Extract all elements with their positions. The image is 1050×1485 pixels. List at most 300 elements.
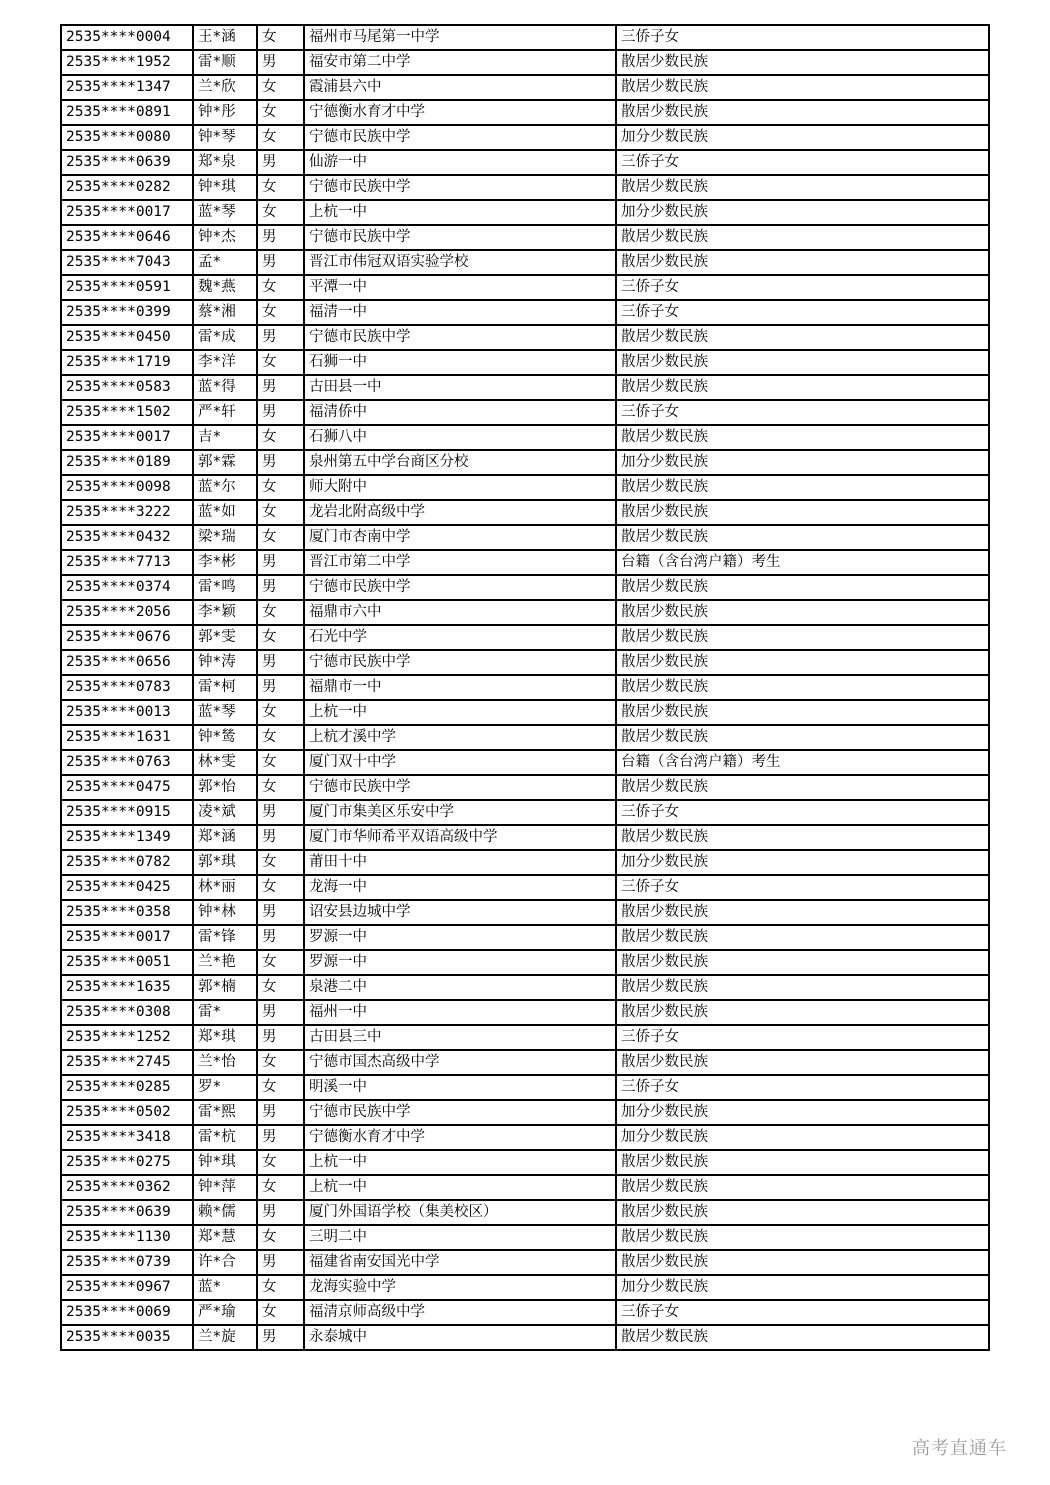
exam-id-cell: 2535****0051 — [61, 950, 193, 975]
name-cell: 魏*燕 — [193, 275, 257, 300]
exam-id-cell: 2535****0098 — [61, 475, 193, 500]
name-cell: 许*合 — [193, 1250, 257, 1275]
table-row — [61, 1275, 989, 1300]
category-cell: 加分少数民族 — [616, 1275, 989, 1300]
exam-id-cell: 2535****0017 — [61, 425, 193, 450]
gender-cell: 男 — [257, 575, 304, 600]
table-row — [61, 200, 989, 225]
exam-id-cell: 2535****0004 — [61, 25, 193, 50]
school-cell: 石狮一中 — [304, 350, 616, 375]
name-cell: 凌*斌 — [193, 800, 257, 825]
name-cell: 郭*雯 — [193, 625, 257, 650]
category-cell: 三侨子女 — [616, 275, 989, 300]
category-cell: 散居少数民族 — [616, 1050, 989, 1075]
gender-cell: 女 — [257, 950, 304, 975]
school-cell: 三明二中 — [304, 1225, 616, 1250]
name-cell: 兰*怡 — [193, 1050, 257, 1075]
table-row — [61, 1325, 989, 1350]
table-row — [61, 125, 989, 150]
name-cell: 雷* — [193, 1000, 257, 1025]
table-row — [61, 350, 989, 375]
category-cell: 散居少数民族 — [616, 1150, 989, 1175]
table-row — [61, 525, 989, 550]
name-cell: 钟*彤 — [193, 100, 257, 125]
school-cell: 宁德市民族中学 — [304, 175, 616, 200]
gender-cell: 男 — [257, 1000, 304, 1025]
exam-id-cell: 2535****0782 — [61, 850, 193, 875]
table-row — [61, 250, 989, 275]
exam-id-cell: 2535****1502 — [61, 400, 193, 425]
category-cell: 散居少数民族 — [616, 825, 989, 850]
exam-id-cell: 2535****0017 — [61, 925, 193, 950]
category-cell: 散居少数民族 — [616, 325, 989, 350]
school-cell: 仙游一中 — [304, 150, 616, 175]
table-row — [61, 1125, 989, 1150]
exam-id-cell: 2535****0374 — [61, 575, 193, 600]
category-cell: 散居少数民族 — [616, 100, 989, 125]
watermark: 高考直通车 — [912, 1438, 1007, 1459]
school-cell: 宁德市民族中学 — [304, 125, 616, 150]
gender-cell: 男 — [257, 325, 304, 350]
name-cell: 蓝*如 — [193, 500, 257, 525]
category-cell: 台籍（含台湾户籍）考生 — [616, 750, 989, 775]
exam-id-cell: 2535****0013 — [61, 700, 193, 725]
school-cell: 霞浦县六中 — [304, 75, 616, 100]
gender-cell: 男 — [257, 50, 304, 75]
table-row — [61, 1025, 989, 1050]
category-cell: 散居少数民族 — [616, 975, 989, 1000]
school-cell: 诏安县边城中学 — [304, 900, 616, 925]
gender-cell: 男 — [257, 650, 304, 675]
category-cell: 散居少数民族 — [616, 500, 989, 525]
category-cell: 三侨子女 — [616, 800, 989, 825]
gender-cell: 男 — [257, 825, 304, 850]
name-cell: 严*轩 — [193, 400, 257, 425]
name-cell: 蓝*琴 — [193, 700, 257, 725]
category-cell: 三侨子女 — [616, 400, 989, 425]
category-cell: 散居少数民族 — [616, 775, 989, 800]
category-cell: 加分少数民族 — [616, 850, 989, 875]
category-cell: 散居少数民族 — [616, 1175, 989, 1200]
table-row — [61, 875, 989, 900]
gender-cell: 女 — [257, 1150, 304, 1175]
school-cell: 厦门市杏南中学 — [304, 525, 616, 550]
name-cell: 雷*锋 — [193, 925, 257, 950]
table-row — [61, 375, 989, 400]
name-cell: 王*涵 — [193, 25, 257, 50]
table-row — [61, 1100, 989, 1125]
table-row — [61, 1250, 989, 1275]
gender-cell: 男 — [257, 1250, 304, 1275]
school-cell: 宁德市民族中学 — [304, 225, 616, 250]
name-cell: 蓝*得 — [193, 375, 257, 400]
name-cell: 郭*琪 — [193, 850, 257, 875]
gender-cell: 女 — [257, 275, 304, 300]
category-cell: 散居少数民族 — [616, 375, 989, 400]
table-row — [61, 50, 989, 75]
gender-cell: 女 — [257, 1050, 304, 1075]
exam-id-cell: 2535****0763 — [61, 750, 193, 775]
gender-cell: 男 — [257, 550, 304, 575]
category-cell: 散居少数民族 — [616, 225, 989, 250]
name-cell: 罗* — [193, 1075, 257, 1100]
gender-cell: 女 — [257, 425, 304, 450]
category-cell: 散居少数民族 — [616, 250, 989, 275]
gender-cell: 女 — [257, 625, 304, 650]
exam-id-cell: 2535****0432 — [61, 525, 193, 550]
category-cell: 散居少数民族 — [616, 1225, 989, 1250]
exam-id-cell: 2535****7043 — [61, 250, 193, 275]
exam-id-cell: 2535****1631 — [61, 725, 193, 750]
school-cell: 龙海实验中学 — [304, 1275, 616, 1300]
table-row — [61, 975, 989, 1000]
table-row — [61, 700, 989, 725]
category-cell: 加分少数民族 — [616, 1125, 989, 1150]
table-row — [61, 275, 989, 300]
table-row — [61, 925, 989, 950]
gender-cell: 男 — [257, 1025, 304, 1050]
school-cell: 上杭一中 — [304, 1175, 616, 1200]
school-cell: 宁德市民族中学 — [304, 1100, 616, 1125]
name-cell: 钟*琴 — [193, 125, 257, 150]
exam-id-cell: 2535****0017 — [61, 200, 193, 225]
category-cell: 散居少数民族 — [616, 475, 989, 500]
category-cell: 三侨子女 — [616, 1300, 989, 1325]
name-cell: 蔡*湘 — [193, 300, 257, 325]
name-cell: 兰*艳 — [193, 950, 257, 975]
table-row — [61, 775, 989, 800]
exam-id-cell: 2535****1719 — [61, 350, 193, 375]
gender-cell: 女 — [257, 350, 304, 375]
gender-cell: 女 — [257, 1275, 304, 1300]
category-cell: 散居少数民族 — [616, 950, 989, 975]
name-cell: 钟*杰 — [193, 225, 257, 250]
category-cell: 散居少数民族 — [616, 50, 989, 75]
category-cell: 散居少数民族 — [616, 900, 989, 925]
table-row — [61, 1075, 989, 1100]
category-cell: 散居少数民族 — [616, 575, 989, 600]
name-cell: 蓝* — [193, 1275, 257, 1300]
school-cell: 上杭一中 — [304, 700, 616, 725]
table-row — [61, 175, 989, 200]
school-cell: 晋江市伟冠双语实验学校 — [304, 250, 616, 275]
school-cell: 宁德衡水育才中学 — [304, 100, 616, 125]
exam-id-cell: 2535****0583 — [61, 375, 193, 400]
school-cell: 厦门外国语学校（集美校区） — [304, 1200, 616, 1225]
exam-id-cell: 2535****1347 — [61, 75, 193, 100]
gender-cell: 女 — [257, 100, 304, 125]
gender-cell: 男 — [257, 250, 304, 275]
category-cell: 台籍（含台湾户籍）考生 — [616, 550, 989, 575]
category-cell: 加分少数民族 — [616, 200, 989, 225]
exam-id-cell: 2535****0275 — [61, 1150, 193, 1175]
gender-cell: 男 — [257, 400, 304, 425]
table-row — [61, 1000, 989, 1025]
gender-cell: 女 — [257, 1225, 304, 1250]
name-cell: 林*雯 — [193, 750, 257, 775]
gender-cell: 女 — [257, 475, 304, 500]
exam-id-cell: 2535****0502 — [61, 1100, 193, 1125]
name-cell: 赖*儒 — [193, 1200, 257, 1225]
gender-cell: 女 — [257, 750, 304, 775]
exam-id-cell: 2535****0475 — [61, 775, 193, 800]
school-cell: 石光中学 — [304, 625, 616, 650]
gender-cell: 男 — [257, 900, 304, 925]
gender-cell: 女 — [257, 600, 304, 625]
school-cell: 宁德衡水育才中学 — [304, 1125, 616, 1150]
name-cell: 郑*泉 — [193, 150, 257, 175]
gender-cell: 男 — [257, 1200, 304, 1225]
table-row — [61, 750, 989, 775]
school-cell: 福安市第二中学 — [304, 50, 616, 75]
category-cell: 散居少数民族 — [616, 625, 989, 650]
name-cell: 雷*顺 — [193, 50, 257, 75]
school-cell: 上杭一中 — [304, 200, 616, 225]
exam-id-cell: 2535****0282 — [61, 175, 193, 200]
category-cell: 三侨子女 — [616, 25, 989, 50]
gender-cell: 男 — [257, 450, 304, 475]
category-cell: 散居少数民族 — [616, 1000, 989, 1025]
table-row — [61, 500, 989, 525]
category-cell: 散居少数民族 — [616, 525, 989, 550]
category-cell: 三侨子女 — [616, 875, 989, 900]
gender-cell: 男 — [257, 675, 304, 700]
table-row — [61, 1200, 989, 1225]
category-cell: 散居少数民族 — [616, 425, 989, 450]
category-cell: 散居少数民族 — [616, 1200, 989, 1225]
gender-cell: 女 — [257, 875, 304, 900]
gender-cell: 女 — [257, 1300, 304, 1325]
exam-id-cell: 2535****0450 — [61, 325, 193, 350]
name-cell: 蓝*尔 — [193, 475, 257, 500]
gender-cell: 女 — [257, 1075, 304, 1100]
category-cell: 加分少数民族 — [616, 125, 989, 150]
name-cell: 雷*熙 — [193, 1100, 257, 1125]
name-cell: 钟*琪 — [193, 1150, 257, 1175]
name-cell: 雷*柯 — [193, 675, 257, 700]
exam-id-cell: 2535****0915 — [61, 800, 193, 825]
school-cell: 泉州第五中学台商区分校 — [304, 450, 616, 475]
school-cell: 古田县三中 — [304, 1025, 616, 1050]
name-cell: 吉* — [193, 425, 257, 450]
exam-id-cell: 2535****0285 — [61, 1075, 193, 1100]
name-cell: 郭*怡 — [193, 775, 257, 800]
school-cell: 平潭一中 — [304, 275, 616, 300]
school-cell: 晋江市第二中学 — [304, 550, 616, 575]
table-row — [61, 1300, 989, 1325]
category-cell: 散居少数民族 — [616, 1325, 989, 1350]
school-cell: 龙岩北附高级中学 — [304, 500, 616, 525]
table-row — [61, 325, 989, 350]
name-cell: 钟*萍 — [193, 1175, 257, 1200]
school-cell: 宁德市民族中学 — [304, 575, 616, 600]
school-cell: 上杭一中 — [304, 1150, 616, 1175]
category-cell: 加分少数民族 — [616, 1100, 989, 1125]
category-cell: 散居少数民族 — [616, 175, 989, 200]
name-cell: 林*丽 — [193, 875, 257, 900]
name-cell: 郭*霖 — [193, 450, 257, 475]
gender-cell: 女 — [257, 300, 304, 325]
table-row — [61, 675, 989, 700]
gender-cell: 女 — [257, 700, 304, 725]
exam-id-cell: 2535****1130 — [61, 1225, 193, 1250]
table-row — [61, 800, 989, 825]
student-list-table — [60, 24, 990, 1351]
name-cell: 钟*鸶 — [193, 725, 257, 750]
school-cell: 宁德市国杰高级中学 — [304, 1050, 616, 1075]
exam-id-cell: 2535****0080 — [61, 125, 193, 150]
table-row — [61, 400, 989, 425]
exam-id-cell: 2535****0676 — [61, 625, 193, 650]
gender-cell: 女 — [257, 500, 304, 525]
school-cell: 永泰城中 — [304, 1325, 616, 1350]
gender-cell: 女 — [257, 975, 304, 1000]
exam-id-cell: 2535****3418 — [61, 1125, 193, 1150]
school-cell: 福州一中 — [304, 1000, 616, 1025]
category-cell: 三侨子女 — [616, 300, 989, 325]
school-cell: 福清一中 — [304, 300, 616, 325]
name-cell: 李*颖 — [193, 600, 257, 625]
table-row — [61, 450, 989, 475]
gender-cell: 女 — [257, 125, 304, 150]
gender-cell: 女 — [257, 1175, 304, 1200]
category-cell: 三侨子女 — [616, 150, 989, 175]
name-cell: 严*瑜 — [193, 1300, 257, 1325]
exam-id-cell: 2535****1252 — [61, 1025, 193, 1050]
name-cell: 雷*成 — [193, 325, 257, 350]
category-cell: 散居少数民族 — [616, 675, 989, 700]
table-row — [61, 25, 989, 50]
exam-id-cell: 2535****0646 — [61, 225, 193, 250]
table-row — [61, 475, 989, 500]
gender-cell: 女 — [257, 525, 304, 550]
category-cell: 散居少数民族 — [616, 1250, 989, 1275]
school-cell: 厦门双十中学 — [304, 750, 616, 775]
gender-cell: 女 — [257, 175, 304, 200]
school-cell: 福建省南安国光中学 — [304, 1250, 616, 1275]
table-row — [61, 425, 989, 450]
name-cell: 钟*琪 — [193, 175, 257, 200]
gender-cell: 女 — [257, 775, 304, 800]
gender-cell: 女 — [257, 725, 304, 750]
table-row — [61, 950, 989, 975]
exam-id-cell: 2535****0783 — [61, 675, 193, 700]
school-cell: 石狮八中 — [304, 425, 616, 450]
exam-id-cell: 2535****0189 — [61, 450, 193, 475]
name-cell: 雷*杭 — [193, 1125, 257, 1150]
exam-id-cell: 2535****0967 — [61, 1275, 193, 1300]
school-cell: 福清京师高级中学 — [304, 1300, 616, 1325]
name-cell: 梁*瑞 — [193, 525, 257, 550]
gender-cell: 女 — [257, 75, 304, 100]
name-cell: 郑*慧 — [193, 1225, 257, 1250]
school-cell: 宁德市民族中学 — [304, 325, 616, 350]
gender-cell: 男 — [257, 375, 304, 400]
school-cell: 师大附中 — [304, 475, 616, 500]
school-cell: 福州市马尾第一中学 — [304, 25, 616, 50]
category-cell: 散居少数民族 — [616, 650, 989, 675]
school-cell: 龙海一中 — [304, 875, 616, 900]
category-cell: 散居少数民族 — [616, 350, 989, 375]
exam-id-cell: 2535****1635 — [61, 975, 193, 1000]
gender-cell: 男 — [257, 225, 304, 250]
exam-id-cell: 2535****1349 — [61, 825, 193, 850]
name-cell: 钟*林 — [193, 900, 257, 925]
table-row — [61, 650, 989, 675]
gender-cell: 女 — [257, 25, 304, 50]
name-cell: 蓝*琴 — [193, 200, 257, 225]
table-row — [61, 100, 989, 125]
exam-id-cell: 2535****0362 — [61, 1175, 193, 1200]
table-row — [61, 300, 989, 325]
table-row — [61, 625, 989, 650]
table-row — [61, 850, 989, 875]
school-cell: 莆田十中 — [304, 850, 616, 875]
table-row — [61, 725, 989, 750]
gender-cell: 男 — [257, 925, 304, 950]
school-cell: 福鼎市一中 — [304, 675, 616, 700]
gender-cell: 女 — [257, 200, 304, 225]
table-row — [61, 1050, 989, 1075]
gender-cell: 男 — [257, 1325, 304, 1350]
name-cell: 钟*涛 — [193, 650, 257, 675]
table-row — [61, 1225, 989, 1250]
name-cell: 郑*涵 — [193, 825, 257, 850]
name-cell: 兰*欣 — [193, 75, 257, 100]
exam-id-cell: 2535****0639 — [61, 150, 193, 175]
exam-id-cell: 2535****0035 — [61, 1325, 193, 1350]
school-cell: 宁德市民族中学 — [304, 650, 616, 675]
exam-id-cell: 2535****0656 — [61, 650, 193, 675]
table-row — [61, 825, 989, 850]
category-cell: 三侨子女 — [616, 1025, 989, 1050]
category-cell: 散居少数民族 — [616, 925, 989, 950]
category-cell: 散居少数民族 — [616, 75, 989, 100]
category-cell: 散居少数民族 — [616, 600, 989, 625]
school-cell: 福清侨中 — [304, 400, 616, 425]
exam-id-cell: 2535****0425 — [61, 875, 193, 900]
exam-id-cell: 2535****2745 — [61, 1050, 193, 1075]
exam-id-cell: 2535****7713 — [61, 550, 193, 575]
table-row — [61, 1175, 989, 1200]
table-row — [61, 150, 989, 175]
exam-id-cell: 2535****3222 — [61, 500, 193, 525]
school-cell: 明溪一中 — [304, 1075, 616, 1100]
name-cell: 李*洋 — [193, 350, 257, 375]
exam-id-cell: 2535****0399 — [61, 300, 193, 325]
category-cell: 三侨子女 — [616, 1075, 989, 1100]
table-row — [61, 575, 989, 600]
school-cell: 罗源一中 — [304, 950, 616, 975]
name-cell: 雷*鸣 — [193, 575, 257, 600]
category-cell: 散居少数民族 — [616, 725, 989, 750]
table-body — [61, 25, 989, 1350]
name-cell: 孟* — [193, 250, 257, 275]
table-row — [61, 1150, 989, 1175]
category-cell: 散居少数民族 — [616, 700, 989, 725]
name-cell: 郭*楠 — [193, 975, 257, 1000]
exam-id-cell: 2535****0891 — [61, 100, 193, 125]
exam-id-cell: 2535****0308 — [61, 1000, 193, 1025]
exam-id-cell: 2535****0591 — [61, 275, 193, 300]
table-row — [61, 900, 989, 925]
school-cell: 福鼎市六中 — [304, 600, 616, 625]
school-cell: 古田县一中 — [304, 375, 616, 400]
gender-cell: 男 — [257, 800, 304, 825]
name-cell: 郑*琪 — [193, 1025, 257, 1050]
exam-id-cell: 2535****0739 — [61, 1250, 193, 1275]
table-row — [61, 225, 989, 250]
